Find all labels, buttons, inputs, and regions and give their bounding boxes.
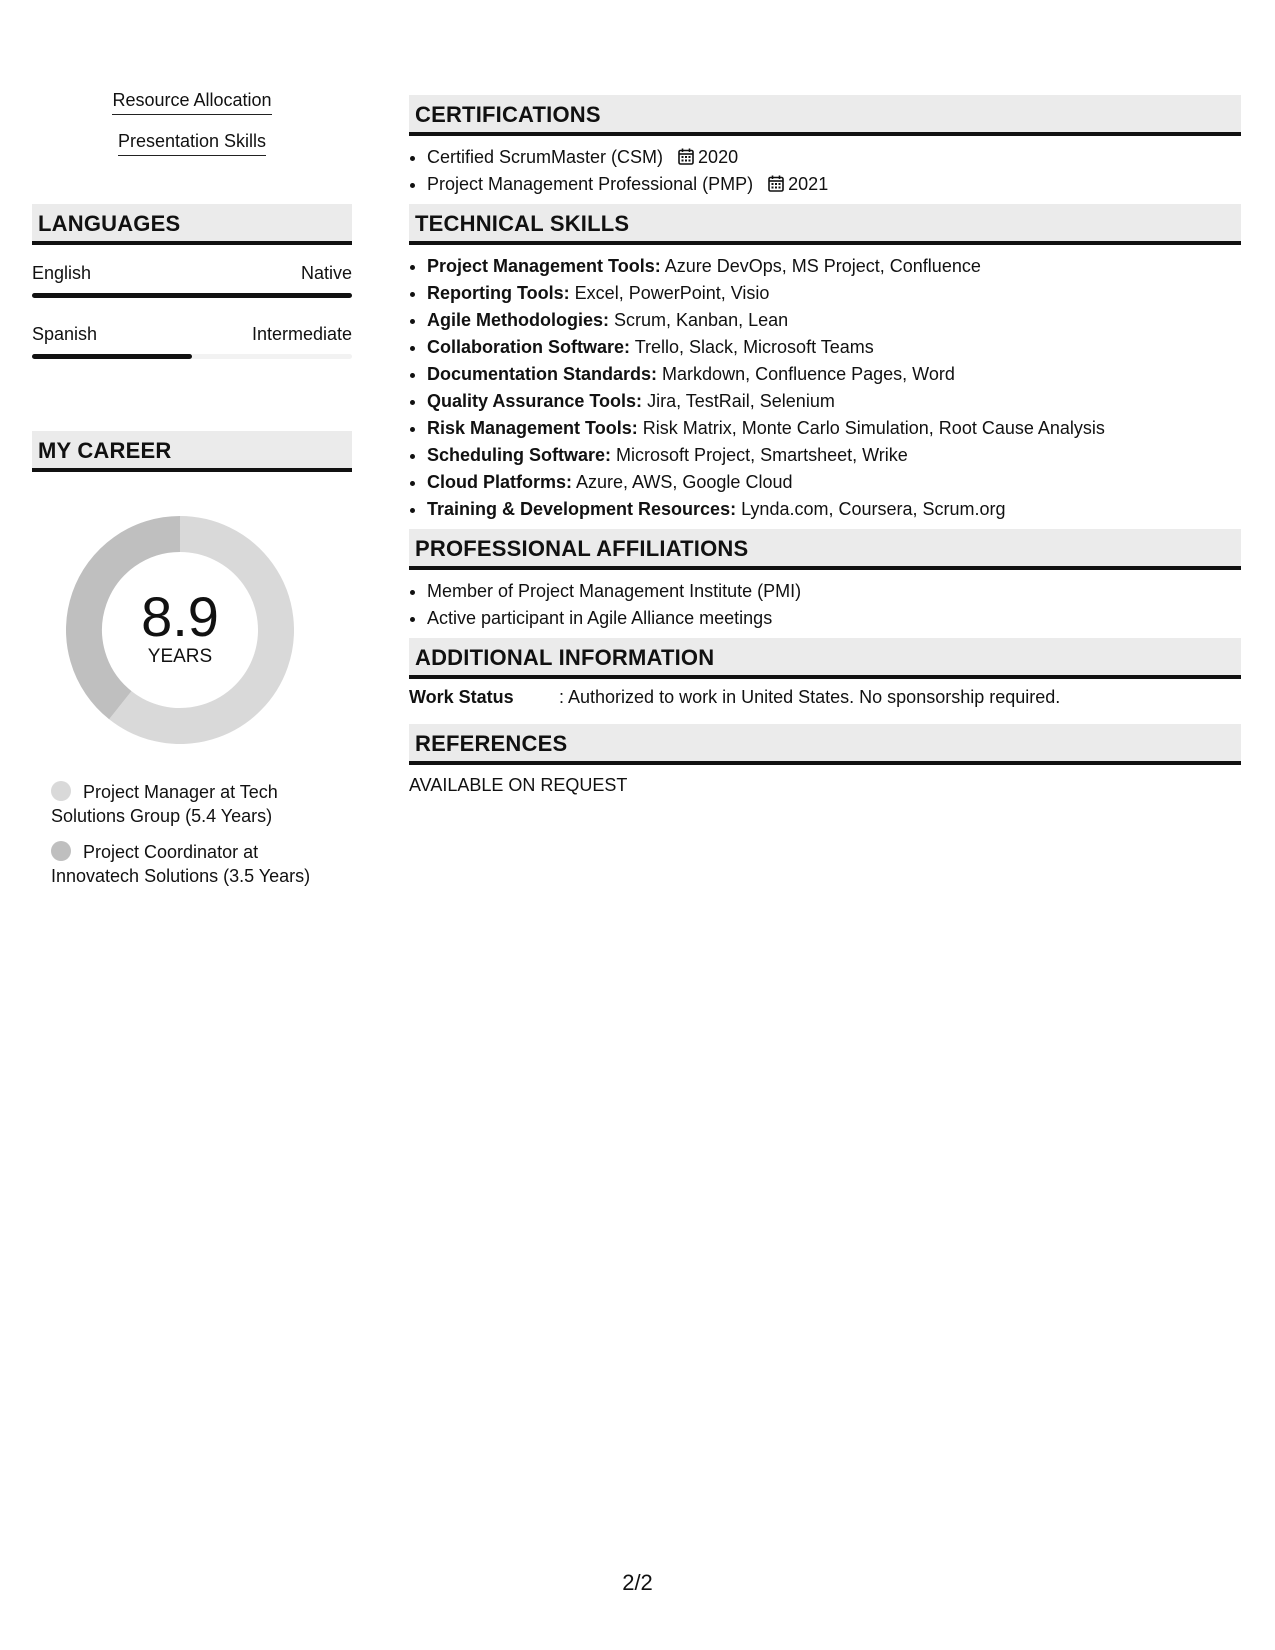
skill-values: Lynda.com, Coursera, Scrum.org (741, 499, 1006, 519)
certification-year: 2021 (788, 174, 829, 194)
work-status-label: Work Status (409, 687, 514, 707)
skill-category: Collaboration Software: (427, 337, 631, 357)
skill-values: Excel, PowerPoint, Visio (574, 283, 770, 303)
technical-skill-item (427, 361, 1241, 388)
skill-category: Cloud Platforms: (427, 472, 573, 492)
language-proficiency-fill (32, 354, 192, 359)
affiliations-section (409, 529, 1241, 632)
career-legend-item (51, 840, 351, 888)
career-legend-item (51, 780, 351, 828)
language-level: Intermediate (251, 324, 352, 344)
language-proficiency-bar (32, 293, 352, 298)
work-status-row (409, 687, 1241, 708)
skill-values: Risk Matrix, Monte Carlo Simulation, Root Cause Analysis (642, 418, 1105, 438)
language-proficiency-fill (32, 293, 352, 298)
technical-skill-item (427, 442, 1241, 469)
language-proficiency-bar (32, 354, 352, 359)
certifications-heading: CERTIFICATIONS (409, 95, 1241, 136)
technical-skills-section (409, 204, 1241, 523)
skill-values: Jira, TestRail, Selenium (647, 391, 835, 411)
affiliation-item: • Member of Project Management Institute (PMI) (427, 578, 1241, 605)
skill-tag: Presentation Skills (118, 129, 266, 156)
legend-dot-icon (51, 841, 71, 861)
certification-name: Project Management Professional (PMP) (427, 174, 754, 194)
skill-category: Documentation Standards: (427, 364, 658, 384)
career-center (66, 516, 294, 744)
skill-category: Scheduling Software: (427, 445, 612, 465)
language-item (32, 324, 352, 359)
affiliations-heading: PROFESSIONAL AFFILIATIONS (409, 529, 1241, 570)
skill-category: Training & Development Resources: (427, 499, 737, 519)
technical-skill-item (427, 253, 1241, 280)
certification-item (427, 144, 1241, 171)
languages-section (32, 204, 352, 359)
language-name: English (32, 263, 92, 283)
technical-skill-item (427, 469, 1241, 496)
additional-info-heading: ADDITIONAL INFORMATION (409, 638, 1241, 679)
skill-values: Azure DevOps, MS Project, Confluence (664, 256, 981, 276)
career-legend-label: Project Manager at Tech Solutions Group (5.4 Years) (51, 782, 278, 826)
technical-skill-item (427, 496, 1241, 523)
skill-values: Markdown, Confluence Pages, Word (662, 364, 955, 384)
career-legend-label: Project Coordinator at Innovatech Solutions (3.5 Years) (51, 842, 311, 886)
skill-values: Microsoft Project, Smartsheet, Wrike (616, 445, 908, 465)
page-number: 2/2 (622, 1570, 653, 1595)
certification-item (427, 171, 1241, 198)
certification-year: 2020 (698, 147, 739, 167)
affiliation-item: • Active participant in Agile Alliance meetings (427, 605, 1241, 632)
career-legend (51, 780, 351, 888)
technical-skill-item (427, 280, 1241, 307)
technical-skill-item (427, 415, 1241, 442)
legend-dot-icon (51, 781, 71, 801)
skill-category: Agile Methodologies: (427, 310, 609, 330)
references-text: AVAILABLE ON REQUEST (409, 775, 628, 795)
skill-category: Reporting Tools: (427, 283, 570, 303)
technical-skill-item (427, 388, 1241, 415)
language-level: Native (300, 263, 352, 283)
affiliations-list (409, 578, 1241, 632)
skill-values: Trello, Slack, Microsoft Teams (634, 337, 874, 357)
work-status-value: : Authorized to work in United States. No sponsorship required. (559, 687, 1061, 707)
skill-tag: Resource Allocation (112, 88, 271, 115)
technical-skill-item (427, 334, 1241, 361)
languages-heading: LANGUAGES (32, 204, 352, 245)
technical-skills-list (409, 253, 1241, 523)
career-section (32, 431, 352, 888)
calendar-icon (768, 175, 784, 192)
language-name: Spanish (32, 324, 98, 344)
career-donut-chart (66, 516, 294, 744)
career-heading: MY CAREER (32, 431, 352, 472)
certifications-section (409, 95, 1241, 198)
skill-values: Azure, AWS, Google Cloud (576, 472, 793, 492)
skill-tags (32, 88, 352, 156)
certification-name: Certified ScrumMaster (CSM) (427, 147, 664, 167)
references-section (409, 724, 1241, 796)
career-total-years: 8.9 (141, 585, 219, 648)
language-item (32, 263, 352, 298)
left-column (32, 82, 352, 900)
skill-category: Risk Management Tools: (427, 418, 638, 438)
career-years-unit: YEARS (147, 646, 213, 667)
certifications-list (409, 144, 1241, 198)
technical-skill-item (427, 307, 1241, 334)
references-heading: REFERENCES (409, 724, 1241, 765)
calendar-icon (678, 148, 694, 165)
technical-skills-heading: TECHNICAL SKILLS (409, 204, 1241, 245)
skill-values: Scrum, Kanban, Lean (614, 310, 789, 330)
skill-category: Quality Assurance Tools: (427, 391, 643, 411)
skill-category: Project Management Tools: (427, 256, 661, 276)
right-column (409, 95, 1241, 796)
additional-info-section (409, 638, 1241, 708)
